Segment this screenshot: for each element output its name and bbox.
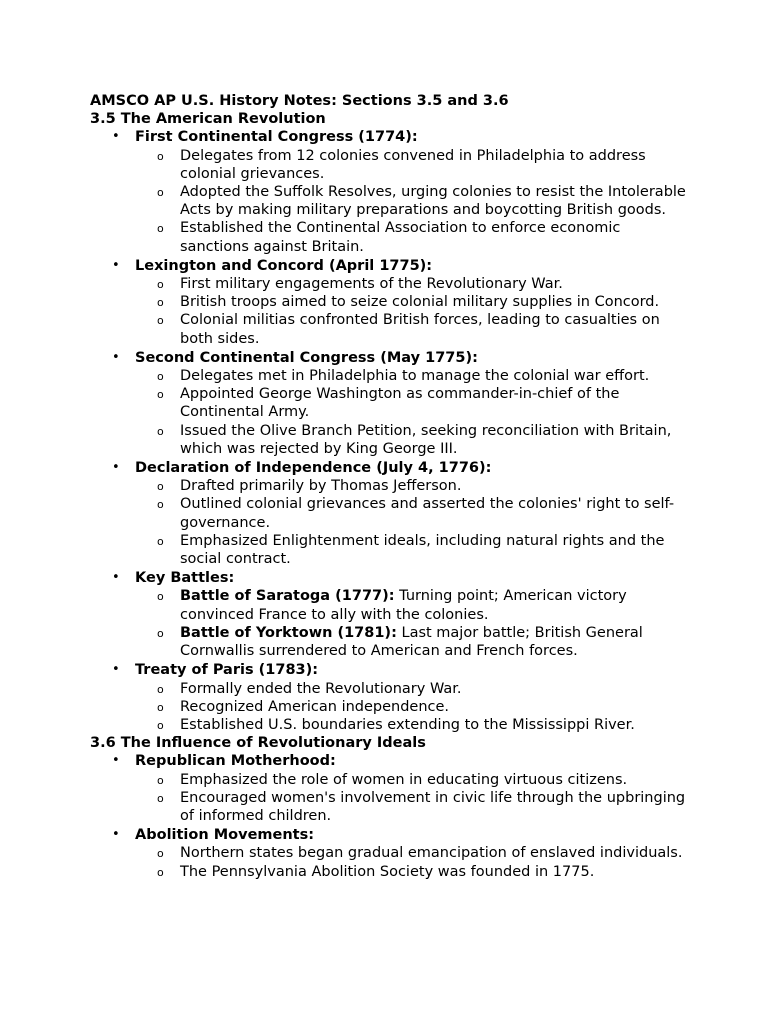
topic-title: Abolition Movements: [135, 827, 315, 844]
point-label: Battle of Saratoga (1777): [180, 588, 395, 605]
point-item [135, 477, 690, 495]
topic-item [90, 826, 690, 881]
point-text: Turning point; American victory convinced France to ally with the colonies. [180, 588, 627, 623]
point-item [135, 587, 690, 623]
point-text: Appointed George Washington as commander-in-chief of the Continental Army. [180, 386, 620, 421]
sub-bullet-icon: o [157, 278, 164, 292]
point-item [135, 680, 690, 698]
point-item [135, 293, 690, 311]
point-text: Outlined colonial grievances and asserted the colonies' right to self-governance. [180, 496, 675, 531]
topic-list [90, 752, 690, 880]
bullet-icon: • [112, 662, 120, 678]
bullet-icon: • [112, 349, 120, 365]
point-item [135, 624, 690, 660]
point-text: Emphasized Enlightenment ideals, including natural rights and the social contract. [180, 532, 665, 568]
point-text: Encouraged women's involvement in civic life through the upbringing of informed children. [180, 789, 686, 824]
sub-bullet-icon: o [157, 773, 164, 787]
point-item [135, 789, 690, 825]
point-list [135, 477, 690, 568]
section [90, 110, 690, 734]
sub-bullet-icon: o [157, 370, 164, 384]
point-item [135, 495, 690, 531]
sub-bullet-icon: o [157, 222, 164, 236]
point-text: First military engagements of the Revolutionary War. [180, 276, 563, 293]
point-list [135, 275, 690, 348]
point-text: Delegates met in Philadelphia to manage the colonial war effort. [180, 368, 650, 385]
sub-bullet-icon: o [157, 626, 164, 640]
sub-bullet-icon: o [157, 424, 164, 438]
point-item [135, 422, 690, 458]
sub-bullet-icon: o [157, 534, 164, 548]
sub-bullet-icon: o [157, 296, 164, 310]
bullet-icon: • [112, 460, 120, 476]
sub-bullet-icon: o [157, 718, 164, 732]
topic-item [90, 661, 690, 734]
point-list [135, 771, 690, 826]
point-text: Last major battle; British General Cornwallis surrendered to American and French forces. [180, 624, 643, 660]
point-item [135, 863, 690, 881]
point-list [135, 680, 690, 735]
sections-container [90, 110, 690, 881]
topic-title: Republican Motherhood: [135, 753, 336, 770]
point-label: Battle of Yorktown (1781): [180, 624, 397, 641]
section-heading: 3.5 The American Revolution [90, 111, 326, 128]
point-text: Adopted the Suffolk Resolves, urging colonies to resist the Intolerable Acts by making military preparations and boycotting British goods. [180, 184, 686, 219]
section [90, 734, 690, 881]
point-text: Issued the Olive Branch Petition, seeking reconciliation with Britain, which was rejected by King George III. [180, 422, 672, 457]
sub-bullet-icon: o [157, 791, 164, 805]
topic-title: Lexington and Concord (April 1775): [135, 257, 433, 274]
point-text: Emphasized the role of women in educating virtuous citizens. [180, 771, 628, 788]
sub-bullet-icon: o [157, 847, 164, 861]
point-item [135, 311, 690, 347]
topic-item [90, 257, 690, 348]
sub-bullet-icon: o [157, 590, 164, 604]
point-item [135, 771, 690, 789]
topic-item [90, 752, 690, 825]
point-item [135, 183, 690, 219]
point-text: Colonial militias confronted British forces, leading to casualties on both sides. [180, 312, 660, 347]
sub-bullet-icon: o [157, 480, 164, 494]
sub-bullet-icon: o [157, 700, 164, 714]
topic-title: First Continental Congress (1774): [135, 129, 418, 146]
point-item [135, 532, 690, 568]
sub-bullet-icon: o [157, 388, 164, 402]
document-page [90, 92, 690, 881]
topic-item [90, 349, 690, 458]
point-text: Formally ended the Revolutionary War. [180, 680, 462, 697]
topic-item [90, 569, 690, 660]
topic-title: Declaration of Independence (July 4, 1776): [135, 460, 492, 477]
bullet-icon: • [112, 257, 120, 273]
bullet-icon: • [112, 570, 120, 586]
bullet-icon: • [112, 753, 120, 769]
point-text: Established U.S. boundaries extending to the Mississippi River. [180, 716, 635, 733]
topic-title: Key Battles: [135, 570, 235, 587]
point-text: Recognized American independence. [180, 698, 450, 715]
point-text: British troops aimed to seize colonial military supplies in Concord. [180, 294, 660, 311]
sub-bullet-icon: o [157, 865, 164, 879]
sub-bullet-icon: o [157, 498, 164, 512]
point-text: Drafted primarily by Thomas Jefferson. [180, 478, 462, 495]
sub-bullet-icon: o [157, 682, 164, 696]
topic-title: Second Continental Congress (May 1775): [135, 349, 478, 366]
topic-list [90, 128, 690, 734]
sub-bullet-icon: o [157, 149, 164, 163]
point-list [135, 147, 690, 256]
point-item [135, 147, 690, 183]
point-list [135, 587, 690, 660]
point-item [135, 698, 690, 716]
point-list [135, 367, 690, 458]
point-item [135, 275, 690, 293]
point-text: The Pennsylvania Abolition Society was founded in 1775. [180, 863, 595, 880]
point-text: Delegates from 12 colonies convened in Philadelphia to address colonial grievances. [180, 147, 646, 182]
section-heading: 3.6 The Influence of Revolutionary Ideals [90, 735, 426, 752]
topic-title: Treaty of Paris (1783): [135, 662, 319, 679]
topic-item [90, 128, 690, 255]
point-item [135, 844, 690, 862]
point-item [135, 716, 690, 734]
document-title: AMSCO AP U.S. History Notes: Sections 3.5 and 3.6 [90, 93, 509, 109]
sub-bullet-icon: o [157, 314, 164, 328]
sub-bullet-icon: o [157, 186, 164, 200]
point-item [135, 385, 690, 421]
point-text: Established the Continental Association to enforce economic sanctions against Britain. [180, 220, 621, 255]
bullet-icon: • [112, 827, 120, 843]
bullet-icon: • [112, 129, 120, 145]
point-text: Northern states began gradual emancipation of enslaved individuals. [180, 845, 683, 862]
point-item [135, 367, 690, 385]
topic-item [90, 459, 690, 568]
point-list [135, 844, 690, 880]
point-item [135, 219, 690, 255]
